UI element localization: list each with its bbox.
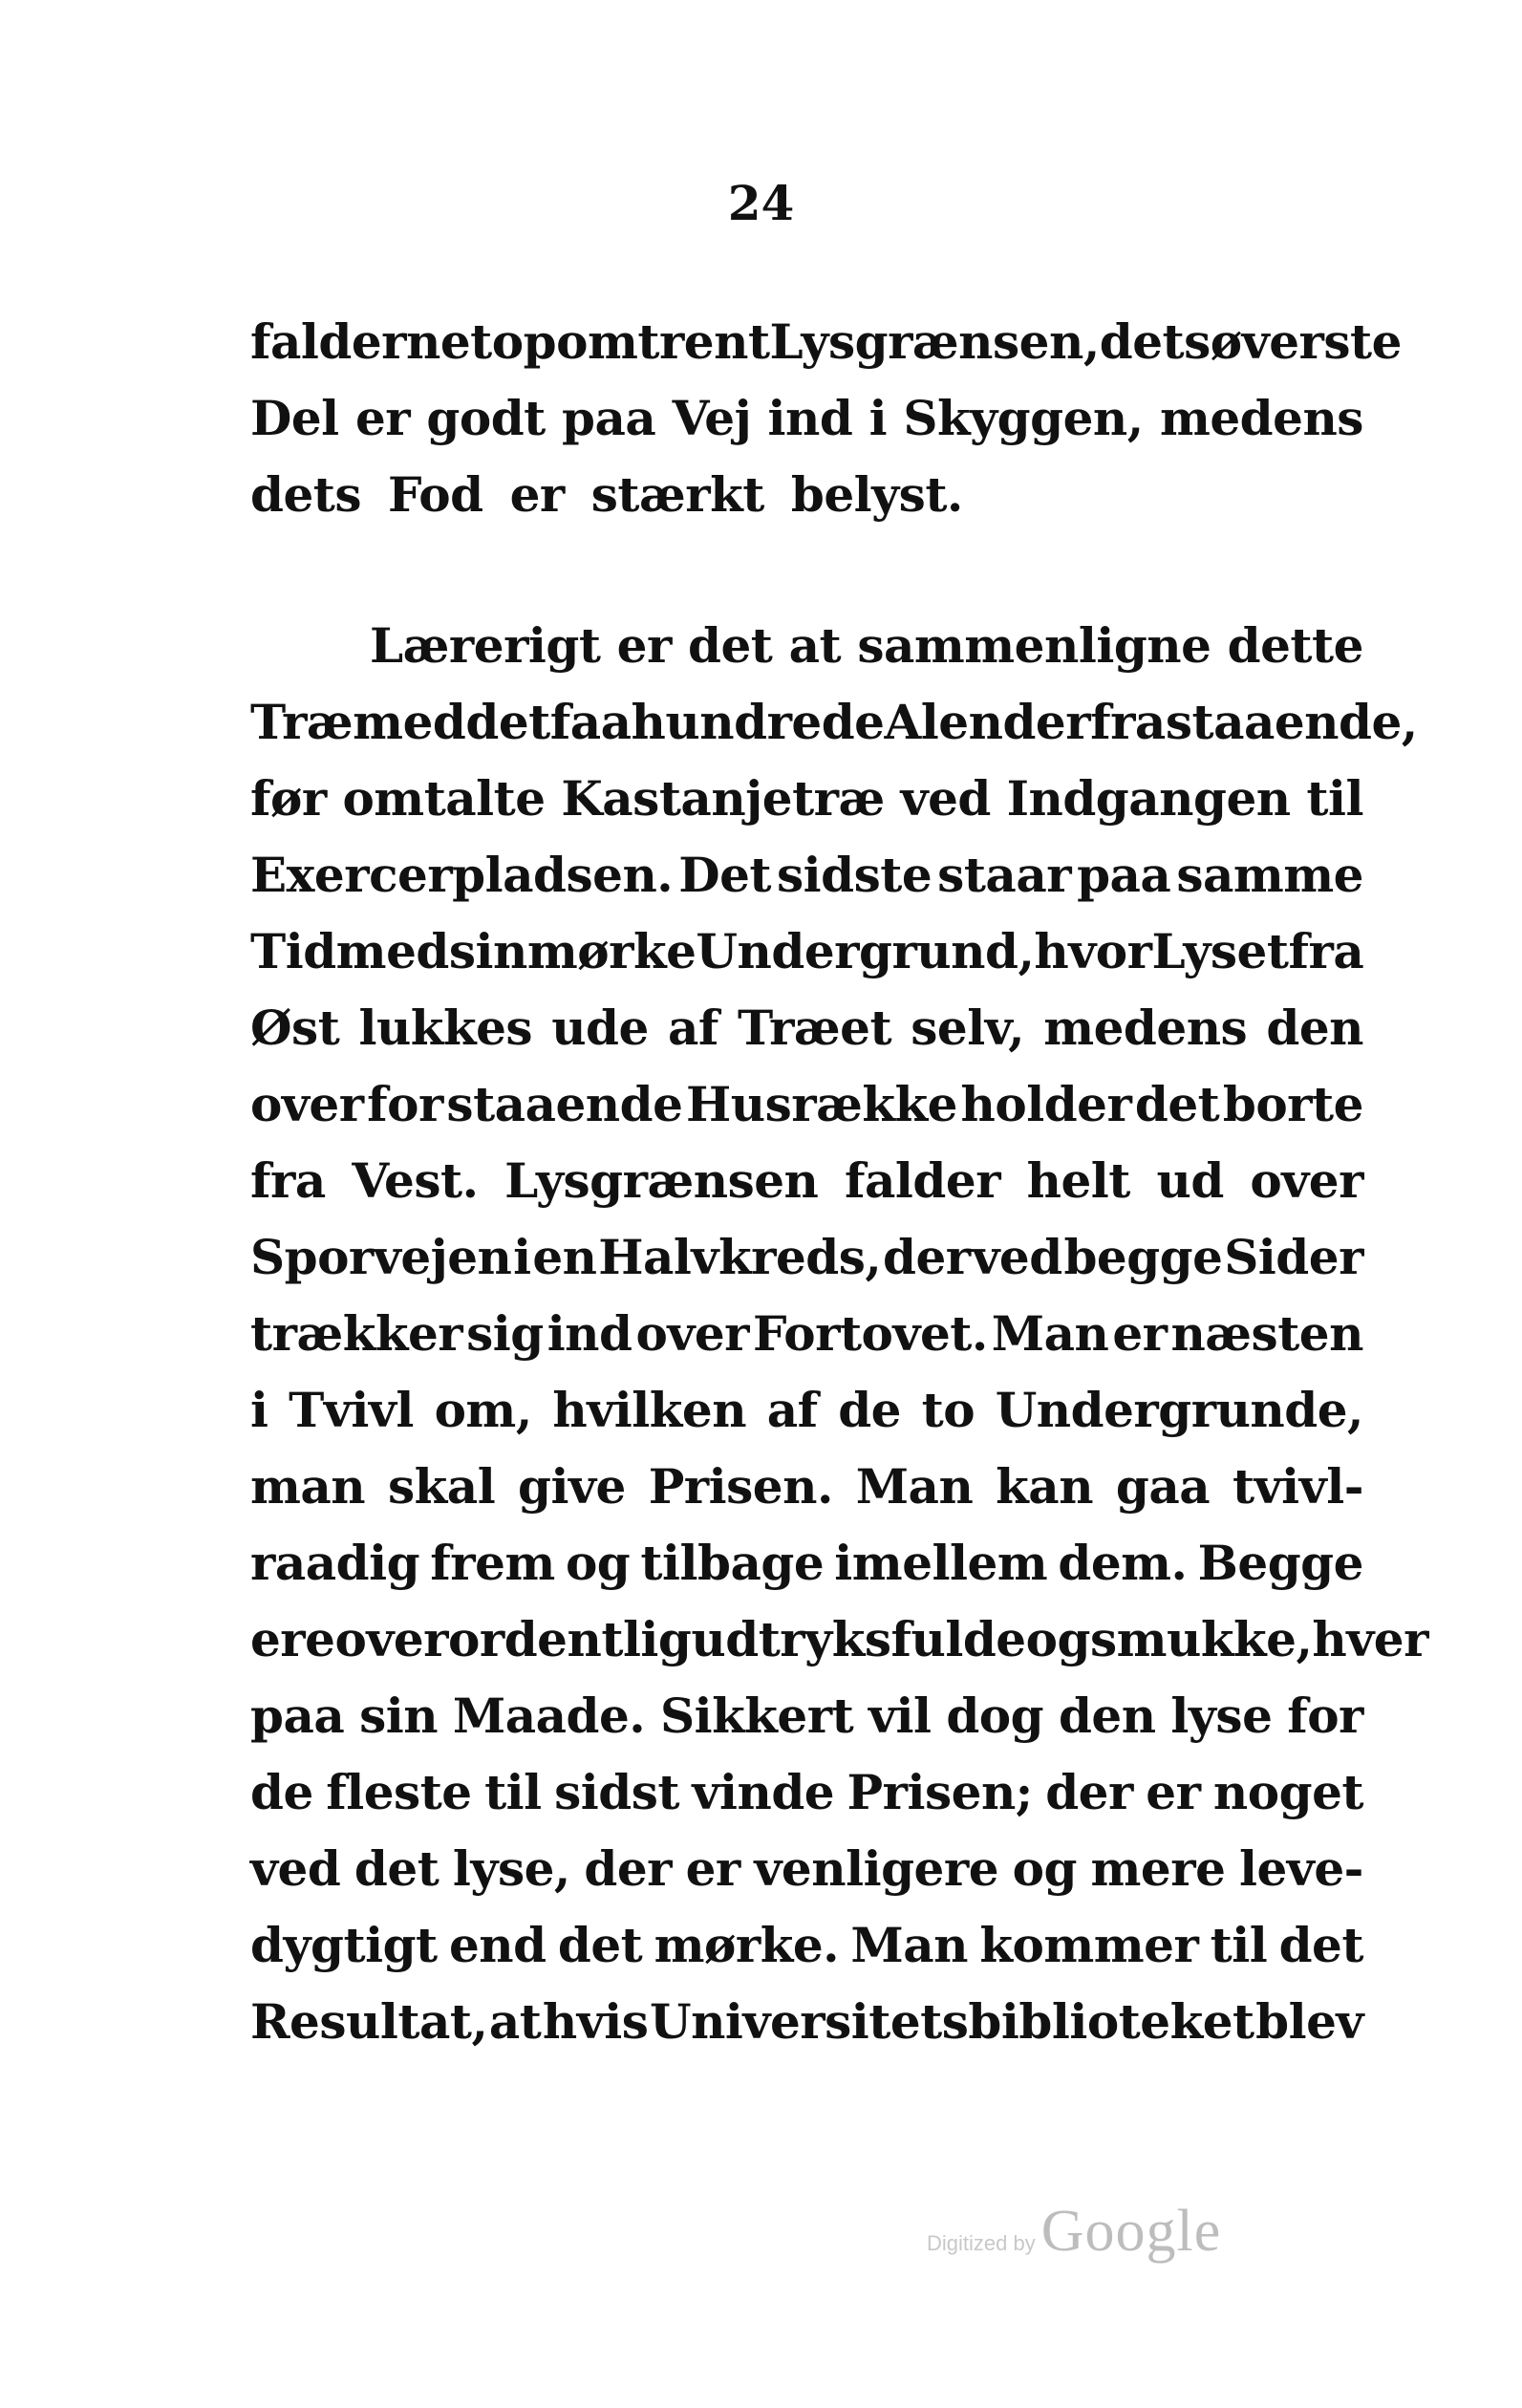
text-line: falder netop omtrent Lysgrænsen, dets øverste <box>250 313 1402 370</box>
paragraph-gap <box>250 533 1363 608</box>
text-line: Del er godt paa Vej ind i Skyggen, medens <box>250 390 1363 446</box>
paragraph <box>250 608 1428 2060</box>
text-line: man skal give Prisen. Man kan gaa tvivl- <box>250 1458 1363 1515</box>
text-line: Øst lukkes ude af Træet selv, medens den <box>250 1000 1363 1056</box>
text-line: dygtigt end det mørke. Man kommer til det <box>250 1917 1363 1973</box>
text-line: ere overordentlig udtryksfulde og smukke, hver <box>250 1611 1428 1667</box>
text-line: Sporvejen i en Halvkreds, der ved begge Sider <box>250 1229 1363 1285</box>
paragraph <box>250 304 1402 533</box>
watermark-prefix: Digitized by <box>927 2231 1036 2255</box>
text-line: trækker sig ind over Fortovet. Man er næsten <box>250 1305 1363 1362</box>
text-line: fra Vest. Lysgrænsen falder helt ud over <box>250 1152 1363 1209</box>
text-line: før omtalte Kastanjetræ ved Indgangen til <box>250 770 1363 827</box>
text-line: Træ med det faa hundrede Alen derfra staaende, <box>250 694 1418 750</box>
text-line: Resultat, at hvis Universitetsbiblioteket blev <box>250 1993 1363 2050</box>
text-line: raadig frem og tilbage imellem dem. Begge <box>250 1535 1363 1591</box>
text-line: ved det lyse, der er venligere og mere leve- <box>250 1840 1363 1897</box>
text-line: Lærerigt er det at sammenligne dette <box>370 617 1363 674</box>
body-text <box>250 304 1428 2060</box>
text-line: de fleste til sidst vinde Prisen; der er noget <box>250 1764 1363 1820</box>
digitized-by-google-watermark <box>927 2198 1221 2266</box>
page-number: 24 <box>727 175 795 231</box>
watermark-brand: Google <box>1040 2199 1222 2264</box>
text-line: i Tvivl om, hvilken af de to Undergrunde, <box>250 1382 1363 1438</box>
text-line: Exercerpladsen. Det sidste staar paa samme <box>250 847 1363 903</box>
text-line: over for staaende Husrække holder det borte <box>250 1076 1363 1132</box>
text-line: dets Fod er stærkt belyst. <box>250 466 963 523</box>
text-line: paa sin Maade. Sikkert vil dog den lyse for <box>250 1688 1363 1744</box>
text-line: Tid med sin mørke Undergrund, hvor Lyset fra <box>250 923 1364 979</box>
